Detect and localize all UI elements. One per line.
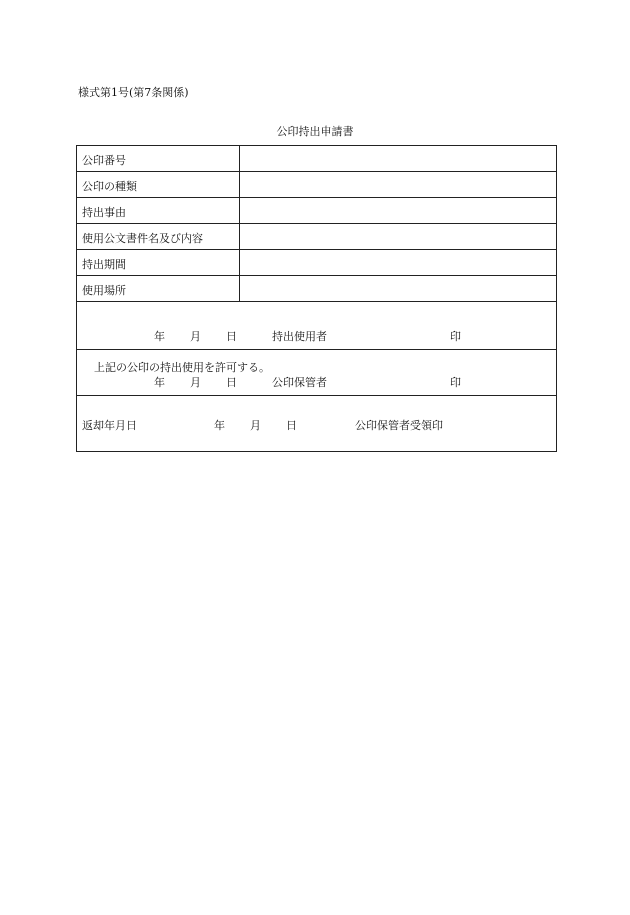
permission-year-label: 年 <box>154 376 165 389</box>
removal-period-field[interactable] <box>239 250 556 275</box>
applicant-section <box>77 302 556 350</box>
permission-statement: 上記の公印の持出使用を許可する。 <box>94 361 270 374</box>
return-month-label: 月 <box>250 419 261 432</box>
row-seal-number <box>77 146 556 172</box>
usage-location-field[interactable] <box>239 276 556 301</box>
seal-type-field[interactable] <box>239 172 556 197</box>
applicant-month-label: 月 <box>190 330 201 343</box>
seal-type-label: 公印の種類 <box>82 180 137 193</box>
application-form-table <box>76 145 557 452</box>
usage-location-label: 使用場所 <box>82 284 126 297</box>
document-subject-label: 使用公文書件名及び内容 <box>82 232 203 245</box>
permission-day-label: 日 <box>226 376 237 389</box>
removal-reason-field[interactable] <box>239 198 556 223</box>
permission-section <box>77 350 556 396</box>
applicant-role-label: 持出使用者 <box>272 330 327 343</box>
return-day-label: 日 <box>286 419 297 432</box>
removal-period-label: 持出期間 <box>82 258 126 271</box>
permission-role-label: 公印保管者 <box>272 376 327 389</box>
permission-month-label: 月 <box>190 376 201 389</box>
applicant-day-label: 日 <box>226 330 237 343</box>
receipt-seal-label: 公印保管者受領印 <box>355 419 443 432</box>
seal-number-label: 公印番号 <box>82 154 126 167</box>
row-removal-period <box>77 250 556 276</box>
row-removal-reason <box>77 198 556 224</box>
return-year-label: 年 <box>214 419 225 432</box>
removal-reason-label: 持出事由 <box>82 206 126 219</box>
row-seal-type <box>77 172 556 198</box>
applicant-seal-mark: 印 <box>450 330 461 343</box>
permission-seal-mark: 印 <box>450 376 461 389</box>
document-title: 公印持出申請書 <box>276 125 354 138</box>
return-date-label: 返却年月日 <box>82 419 137 432</box>
document-subject-field[interactable] <box>239 224 556 249</box>
return-section <box>77 396 556 451</box>
applicant-year-label: 年 <box>154 330 165 343</box>
row-usage-location <box>77 276 556 302</box>
row-document-subject <box>77 224 556 250</box>
seal-number-field[interactable] <box>239 146 556 171</box>
form-number-label: 様式第1号(第7条関係) <box>78 86 189 99</box>
